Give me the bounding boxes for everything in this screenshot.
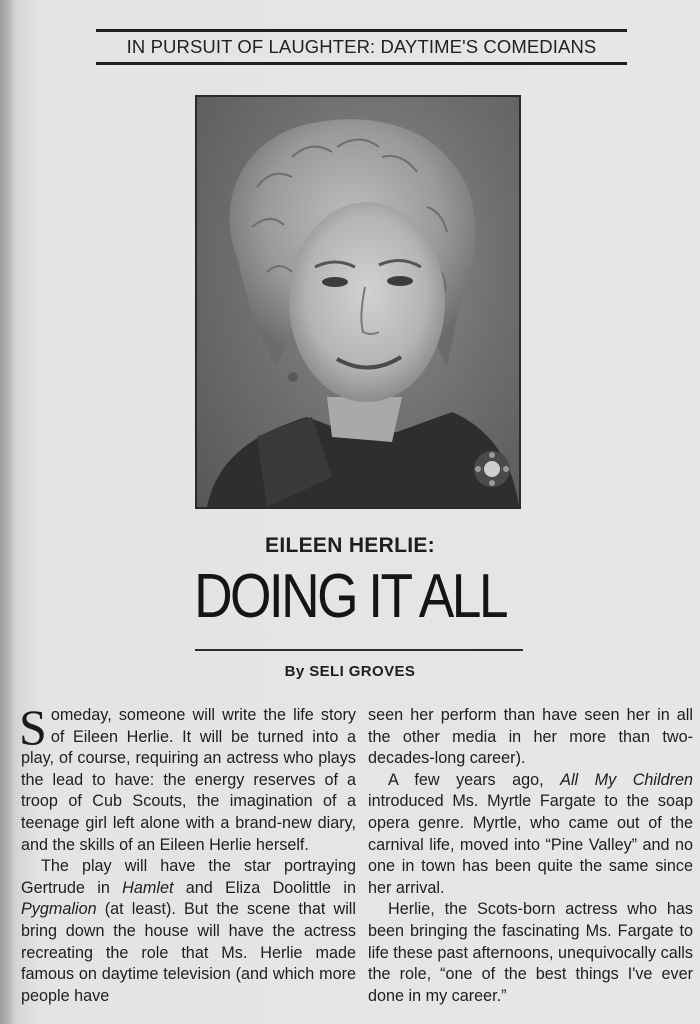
paragraph-4-text-a: A few years ago, bbox=[388, 770, 561, 789]
article-headline: DOING IT ALL bbox=[194, 562, 506, 631]
title-hamlet: Hamlet bbox=[122, 878, 174, 897]
title-pygmalion: Pygmalion bbox=[21, 900, 97, 919]
paragraph-1 bbox=[19, 699, 356, 856]
paragraph-2-text-b: and Eliza Doolittle in bbox=[173, 878, 356, 897]
article-kicker: EILEEN HERLIE: bbox=[265, 534, 435, 557]
section-header bbox=[96, 29, 627, 65]
paragraph-4-text-b: introduced Ms. Myrtle Fargate to the soap opera genre. Myrtle, who came out of the carnival life, moved into “Pine Valley” and no one in town has been quite the same since her arrival. bbox=[368, 792, 693, 897]
portrait-image bbox=[197, 97, 519, 507]
title-all-my-children: All My Children bbox=[560, 770, 693, 789]
paragraph-5: Herlie, the Scots-born actress who has been bringing the fascinating Ms. Fargate to life these past afternoons, unequivocally calls the role, “one of the best things I've ever done in my career.” bbox=[368, 900, 693, 1005]
drop-cap: S bbox=[19, 699, 47, 755]
article-column-right bbox=[368, 705, 693, 1007]
article-byline: By SELI GROVES bbox=[284, 663, 416, 680]
paragraph-2-text-c: (at least). But the scene that will bring down the house will have the actress recreating the role that Ms. Herlie made famous on daytime television (and which more people have bbox=[21, 900, 356, 1005]
article-column-left bbox=[19, 699, 356, 1007]
paragraph-2 bbox=[21, 856, 356, 1007]
page-edge-shadow bbox=[0, 0, 14, 1024]
portrait-photo bbox=[195, 95, 521, 509]
paragraph-2-text-a: The play will have the star portraying Gertrude in bbox=[21, 857, 356, 897]
paragraph-4 bbox=[368, 770, 693, 900]
headline-rule bbox=[195, 649, 523, 651]
section-header-text: IN PURSUIT OF LAUGHTER: DAYTIME'S COMEDIANS bbox=[126, 36, 597, 57]
paragraph-3: seen her perform than have seen her in all the other media in her more than two-decades-long career). bbox=[368, 706, 693, 768]
paragraph-1-text: omeday, someone will write the life story of Eileen Herlie. It will be turned into a play, of course, requiring an actress who plays the lead to have: the energy reserves of a troop of Cub Scouts, the imagination of a teenage girl left alone with a brand-new diary, and the skills of an Eileen Herlie herself. bbox=[21, 706, 356, 854]
